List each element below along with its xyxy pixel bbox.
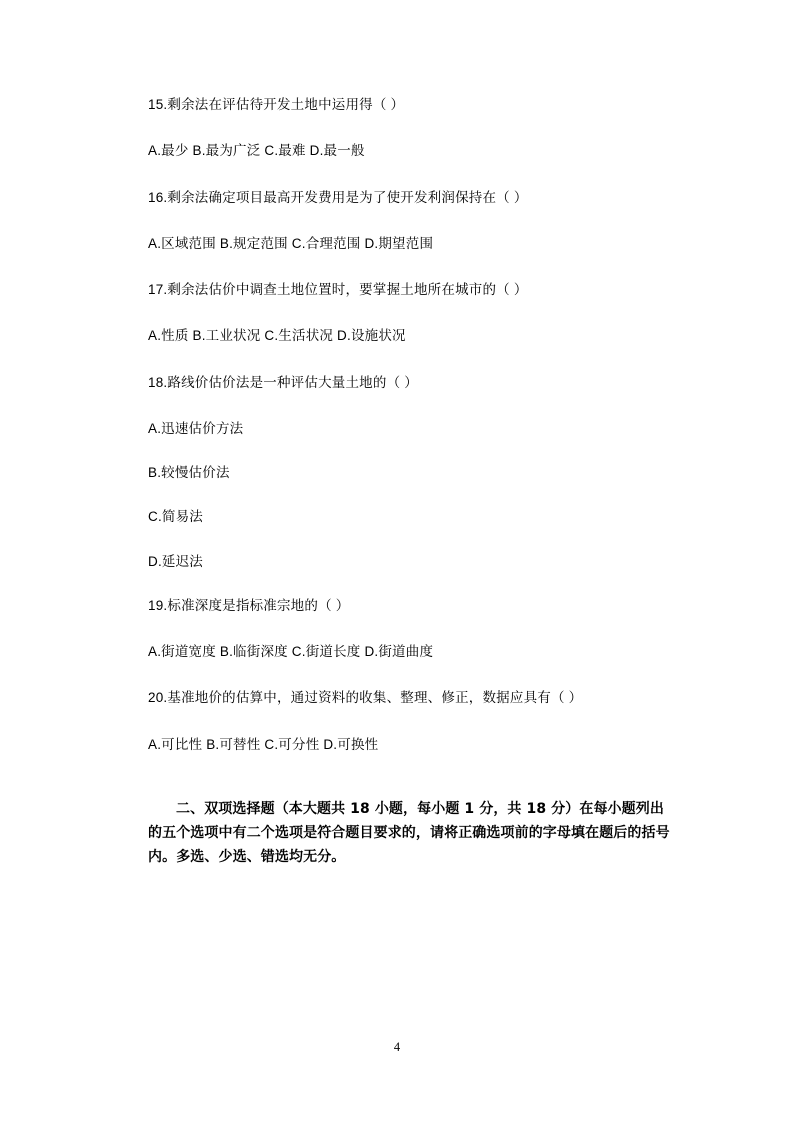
question-option-c: C.简易法 xyxy=(148,509,203,525)
page-number: 4 xyxy=(393,1040,401,1054)
question-option-b: B.较慢估价法 xyxy=(148,465,230,480)
question-19 xyxy=(148,596,674,663)
question-options: A.可比性 B.可替性 C.可分性 D.可换性 xyxy=(148,736,379,752)
question-options: A.区域范围 B.规定范围 C.合理范围 D.期望范围 xyxy=(148,235,434,251)
question-20 xyxy=(148,688,674,755)
section-heading: 二、双项选择题（本大题共 18 小题，每小题 1 分，共 18 分）在每小题列出的五个选项中有二个选项是符合题目要求的，请将正确选项前的字母填在题后的括号内。多选、少选、错选均无分。 xyxy=(148,800,670,865)
question-option-a: A.迅速估价方法 xyxy=(148,420,244,436)
question-16 xyxy=(148,188,674,255)
question-option-d: D.延迟法 xyxy=(148,553,203,569)
question-stem: 20.基准地价的估算中，通过资料的收集、整理、修正，数据应具有（ ） xyxy=(148,690,583,706)
question-options: A.性质 B.工业状况 C.生活状况 D.设施状况 xyxy=(148,328,406,344)
question-stem: 19.标准深度是指标准宗地的（ ） xyxy=(148,597,350,613)
question-18 xyxy=(148,373,674,572)
question-stem: 16.剩余法确定项目最高开发费用是为了使开发利润保持在（ ） xyxy=(148,189,528,205)
question-17 xyxy=(148,280,674,347)
question-15 xyxy=(148,95,674,162)
question-stem: 15.剩余法在评估待开发土地中运用得（ ） xyxy=(148,97,405,112)
question-stem: 17.剩余法估价中调查土地位置时，要掌握土地所在城市的（ ） xyxy=(148,282,528,297)
question-options: A.街道宽度 B.临街深度 C.街道长度 D.街道曲度 xyxy=(148,644,434,659)
question-options: A.最少 B.最为广泛 C.最难 D.最一般 xyxy=(148,143,365,159)
question-stem: 18.路线价估价法是一种评估大量土地的（ ） xyxy=(148,374,418,390)
